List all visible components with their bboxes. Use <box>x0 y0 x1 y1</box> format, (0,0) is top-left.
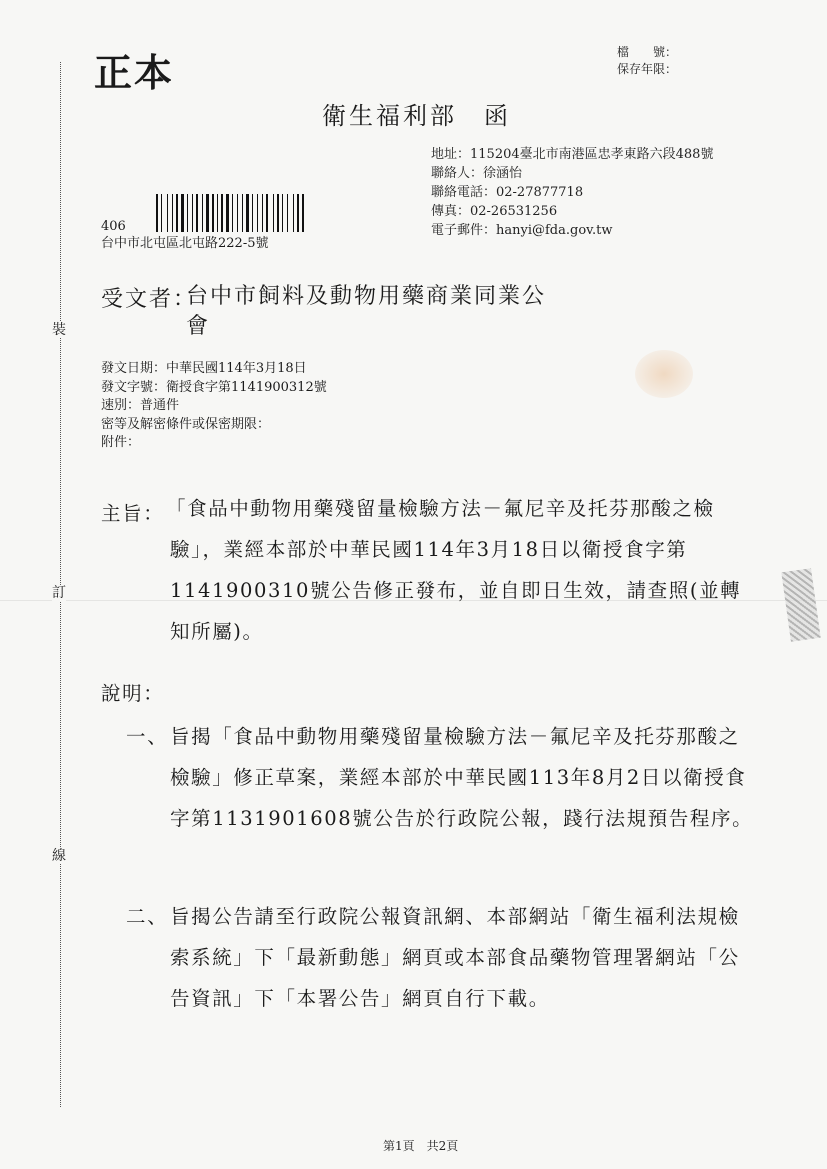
mailing-address: 台中市北屯區北屯路222-5號 <box>101 236 269 251</box>
barcode-bar <box>300 194 301 232</box>
barcode-bar <box>273 194 274 232</box>
barcode-bar <box>302 194 304 232</box>
barcode-bar <box>284 194 286 232</box>
barcode-bar <box>305 194 306 232</box>
description-item-number: 二、 <box>126 905 169 928</box>
barcode-bar <box>275 194 276 232</box>
description-item-number: 一、 <box>126 725 169 748</box>
document-title: 衛生福利部 函 <box>322 102 511 130</box>
binding-mark-zhuang: 裝 <box>52 322 66 338</box>
barcode-bar <box>277 194 279 232</box>
contact-fax: 傳真：02-26531256 <box>431 204 558 219</box>
barcode-bar <box>287 194 288 232</box>
contact-block <box>431 145 713 240</box>
document-meta <box>101 360 327 453</box>
contact-address: 地址：115204臺北市南港區忠孝東路六段488號 <box>431 147 714 162</box>
binding-mark-xian: 線 <box>52 848 66 864</box>
barcode-bar <box>269 194 272 232</box>
issue-date: 發文日期：中華民國114年3月18日 <box>101 361 307 376</box>
reference-number: 發文字號：衛授食字第1141900312號 <box>101 379 327 395</box>
contact-person: 聯絡人：徐涵怡 <box>431 166 523 181</box>
barcode-bar <box>280 194 281 232</box>
mailing-block <box>101 218 268 252</box>
description-item-text: 旨揭「食品中動物用藥殘留量檢驗方法－氟尼辛及托芬那酸之檢驗」修正草案，業經本部於中華民國113年8月2日以衛授食字第1131901608號公告於行政院公報，踐行法規預告程序。 <box>170 725 754 830</box>
recipient-name: 台中市飼料及動物用藥商業同業公會 <box>186 284 547 339</box>
barcode-bar <box>289 194 292 232</box>
binding-mark-ding: 訂 <box>52 585 66 601</box>
paper-stain <box>635 350 693 398</box>
barcode-bar <box>295 194 296 232</box>
barcode-bar <box>282 194 283 232</box>
subject-text: 「食品中動物用藥殘留量檢驗方法－氟尼辛及托芬那酸之檢驗」，業經本部於中華民國114年3月18日以衛授食字第1141900310號公告修正發布，並自即日生效，請查照(並轉知所屬)。 <box>166 497 742 643</box>
contact-email: 電子郵件：hanyi@fda.gov.tw <box>431 223 613 238</box>
description-label: 說明： <box>101 682 165 705</box>
delivery-speed: 速別：普通件 <box>101 398 180 413</box>
retention-label: 保存年限： <box>617 62 678 76</box>
security-level: 密等及解密條件或保密期限： <box>101 416 271 432</box>
description-item-text: 旨揭公告請至行政院公報資訊網、本部網站「衛生福利法規檢索系統」下「最新動態」網頁或本部食品藥物管理署網站「公告資訊」下「本署公告」網頁自行下載。 <box>170 905 740 1010</box>
barcode-bar <box>293 194 294 232</box>
attachments: 附件： <box>101 435 141 450</box>
page-footer: 第1頁 共2頁 <box>383 1139 459 1153</box>
postal-code: 406 <box>101 219 126 234</box>
file-number-label: 檔 號： <box>617 45 678 59</box>
original-copy-stamp: 正本 <box>94 50 175 95</box>
barcode-bar <box>297 194 299 232</box>
recipient-label: 受文者： <box>101 287 198 312</box>
edge-stamp-mark <box>781 568 820 641</box>
subject-label: 主旨： <box>101 502 165 525</box>
contact-phone: 聯絡電話：02-27877718 <box>431 185 584 200</box>
